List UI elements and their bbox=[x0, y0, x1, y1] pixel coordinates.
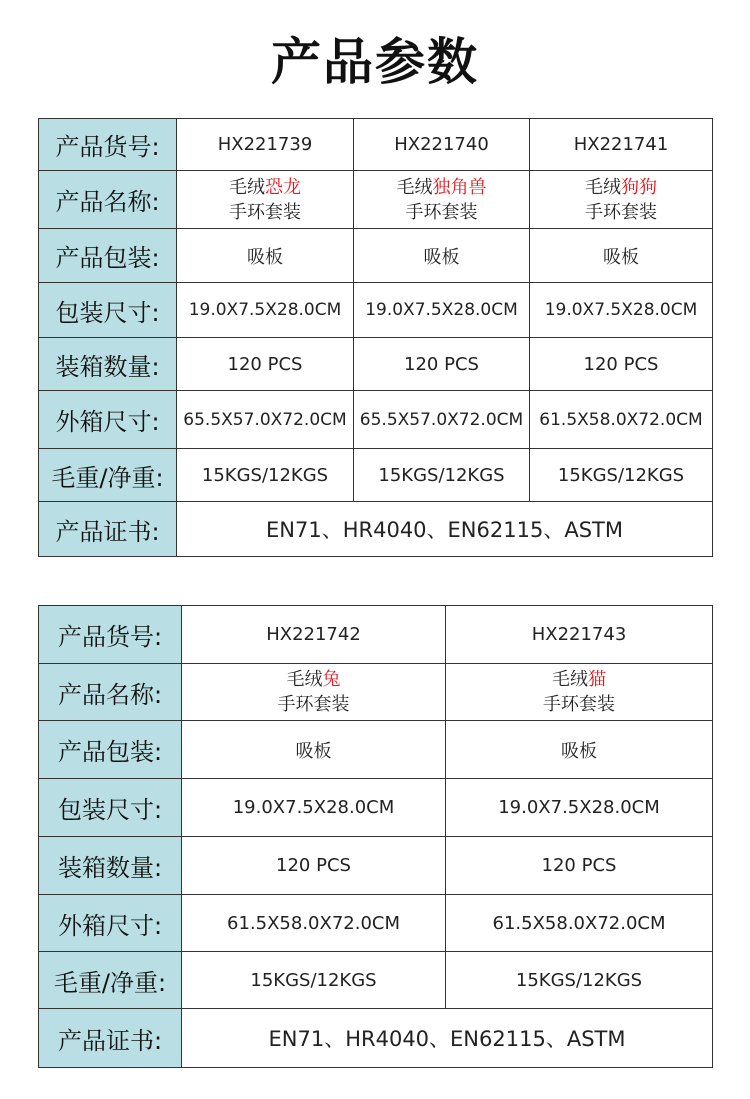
certificate-cell: EN71、HR4040、EN62115、ASTM bbox=[177, 502, 713, 557]
packaging-cell: 吸板 bbox=[530, 229, 713, 283]
pack-size-cell: 19.0X7.5X28.0CM bbox=[530, 283, 713, 338]
name-cell bbox=[182, 664, 446, 721]
pack-size-cell: 19.0X7.5X28.0CM bbox=[182, 779, 446, 837]
row-weight bbox=[39, 952, 713, 1009]
label-carton-size: 外箱尺寸: bbox=[39, 391, 177, 449]
weight-cell: 15KGS/12KGS bbox=[354, 449, 530, 502]
weight-cell: 15KGS/12KGS bbox=[177, 449, 354, 502]
name-prefix: 毛绒 bbox=[552, 669, 588, 690]
row-carton-qty bbox=[39, 837, 713, 895]
label-carton-qty: 装箱数量: bbox=[39, 338, 177, 391]
row-item-no bbox=[39, 119, 713, 171]
pack-size-cell: 19.0X7.5X28.0CM bbox=[354, 283, 530, 338]
row-pack-size bbox=[39, 779, 713, 837]
carton-size-cell: 65.5X57.0X72.0CM bbox=[177, 391, 354, 449]
name-cell bbox=[177, 171, 354, 229]
carton-qty-cell: 120 PCS bbox=[446, 837, 713, 895]
label-packaging: 产品包装: bbox=[39, 721, 182, 779]
name-highlight: 猫 bbox=[588, 669, 606, 690]
name-prefix: 毛绒 bbox=[396, 176, 433, 198]
label-certificate: 产品证书: bbox=[39, 1009, 182, 1068]
label-certificate: 产品证书: bbox=[39, 502, 177, 557]
row-weight bbox=[39, 449, 713, 502]
item-no-cell: HX221741 bbox=[530, 119, 713, 171]
name-prefix: 毛绒 bbox=[286, 669, 323, 690]
label-carton-qty: 装箱数量: bbox=[39, 837, 182, 895]
weight-cell: 15KGS/12KGS bbox=[530, 449, 713, 502]
weight-cell: 15KGS/12KGS bbox=[446, 952, 713, 1009]
carton-qty-cell: 120 PCS bbox=[177, 338, 354, 391]
spec-table-2 bbox=[38, 605, 713, 1068]
item-no-cell: HX221739 bbox=[177, 119, 354, 171]
packaging-cell: 吸板 bbox=[177, 229, 354, 283]
row-carton-size bbox=[39, 391, 713, 449]
carton-qty-cell: 120 PCS bbox=[182, 837, 446, 895]
row-name bbox=[39, 664, 713, 721]
label-packaging: 产品包装: bbox=[39, 229, 177, 283]
name-line2: 手环套装 bbox=[585, 201, 657, 223]
name-cell bbox=[530, 171, 713, 229]
carton-size-cell: 61.5X58.0X72.0CM bbox=[182, 895, 446, 952]
name-cell bbox=[446, 664, 713, 721]
packaging-cell: 吸板 bbox=[182, 721, 446, 779]
row-name bbox=[39, 171, 713, 229]
label-weight: 毛重/净重: bbox=[39, 449, 177, 502]
name-prefix: 毛绒 bbox=[585, 176, 621, 198]
packaging-cell: 吸板 bbox=[354, 229, 530, 283]
carton-qty-cell: 120 PCS bbox=[354, 338, 530, 391]
label-item-no: 产品货号: bbox=[39, 119, 177, 171]
name-highlight: 独角兽 bbox=[432, 176, 487, 198]
name-line2: 手环套装 bbox=[543, 694, 615, 715]
label-carton-size: 外箱尺寸: bbox=[39, 895, 182, 952]
row-packaging bbox=[39, 229, 713, 283]
label-pack-size: 包装尺寸: bbox=[39, 283, 177, 338]
name-line2: 手环套装 bbox=[229, 201, 301, 223]
name-line2: 手环套装 bbox=[405, 201, 478, 223]
label-name: 产品名称: bbox=[39, 171, 177, 229]
carton-size-cell: 61.5X58.0X72.0CM bbox=[530, 391, 713, 449]
label-pack-size: 包装尺寸: bbox=[39, 779, 182, 837]
name-cell bbox=[354, 171, 530, 229]
row-certificate bbox=[39, 502, 713, 557]
label-weight: 毛重/净重: bbox=[39, 952, 182, 1009]
row-carton-qty bbox=[39, 338, 713, 391]
row-certificate bbox=[39, 1009, 713, 1068]
name-line2: 手环套装 bbox=[277, 694, 350, 715]
spec-table-1 bbox=[38, 118, 713, 557]
weight-cell: 15KGS/12KGS bbox=[182, 952, 446, 1009]
row-pack-size bbox=[39, 283, 713, 338]
name-highlight: 狗狗 bbox=[621, 176, 657, 198]
pack-size-cell: 19.0X7.5X28.0CM bbox=[446, 779, 713, 837]
label-item-no: 产品货号: bbox=[39, 606, 182, 664]
pack-size-cell: 19.0X7.5X28.0CM bbox=[177, 283, 354, 338]
item-no-cell: HX221740 bbox=[354, 119, 530, 171]
label-name: 产品名称: bbox=[39, 664, 182, 721]
item-no-cell: HX221742 bbox=[182, 606, 446, 664]
carton-size-cell: 61.5X58.0X72.0CM bbox=[446, 895, 713, 952]
certificate-cell: EN71、HR4040、EN62115、ASTM bbox=[182, 1009, 713, 1068]
name-prefix: 毛绒 bbox=[229, 176, 265, 198]
carton-qty-cell: 120 PCS bbox=[530, 338, 713, 391]
page-title: 产品参数 bbox=[271, 33, 479, 91]
row-packaging bbox=[39, 721, 713, 779]
row-item-no bbox=[39, 606, 713, 664]
item-no-cell: HX221743 bbox=[446, 606, 713, 664]
packaging-cell: 吸板 bbox=[446, 721, 713, 779]
name-highlight: 兔 bbox=[322, 669, 341, 690]
carton-size-cell: 65.5X57.0X72.0CM bbox=[354, 391, 530, 449]
name-highlight: 恐龙 bbox=[265, 176, 301, 198]
row-carton-size bbox=[39, 895, 713, 952]
